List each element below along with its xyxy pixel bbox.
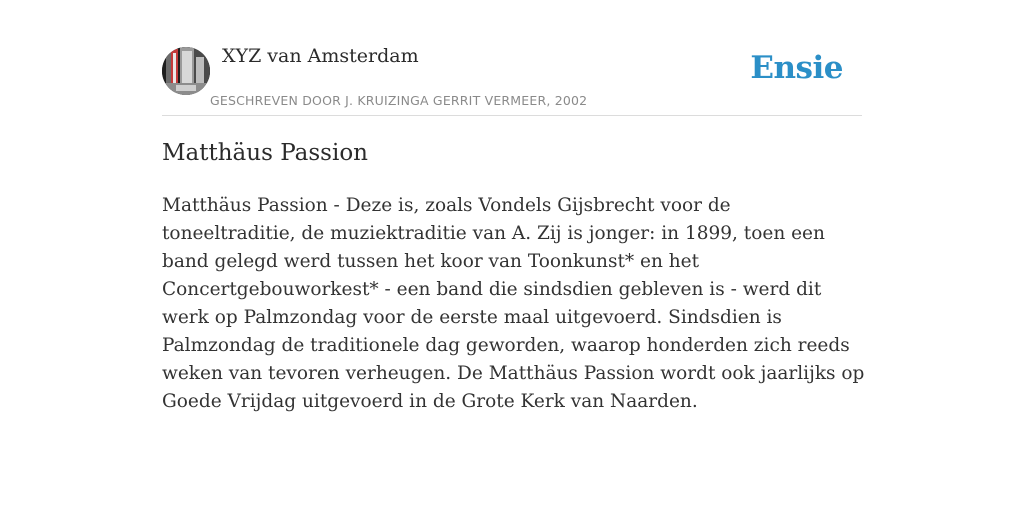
byline: GESCHREVEN DOOR J. KRUIZINGA GERRIT VERMEER, 2002 [210,93,588,108]
entry-body: Matthäus Passion - Deze is, zoals Vondels Gijsbrecht voor de toneeltraditie, de muziektraditie van A. Zij is jonger: in 1899, toen een band gelegd werd tussen het koor van Toonkunst* en het Concertgebouworkest* - een band die sindsdien gebleven is - werd dit werk op Palmzondag voor de eerste maal uitgevoerd. Sindsdien is Palmzondag de traditionele dag geworden, waarop honderden zich reeds weken van tevoren verheugen. De Matthäus Passion wordt ook jaarlijks op Goede Vrijdag uitgevoerd in de Grote Kerk van Naarden. [162,195,865,412]
source-name-link[interactable]: XYZ van Amsterdam [222,45,419,67]
book-cover-icon[interactable] [162,47,210,95]
entry-header [162,45,862,116]
page-title: Matthäus Passion [162,140,368,166]
brand-logo[interactable]: Ensie [750,50,843,86]
